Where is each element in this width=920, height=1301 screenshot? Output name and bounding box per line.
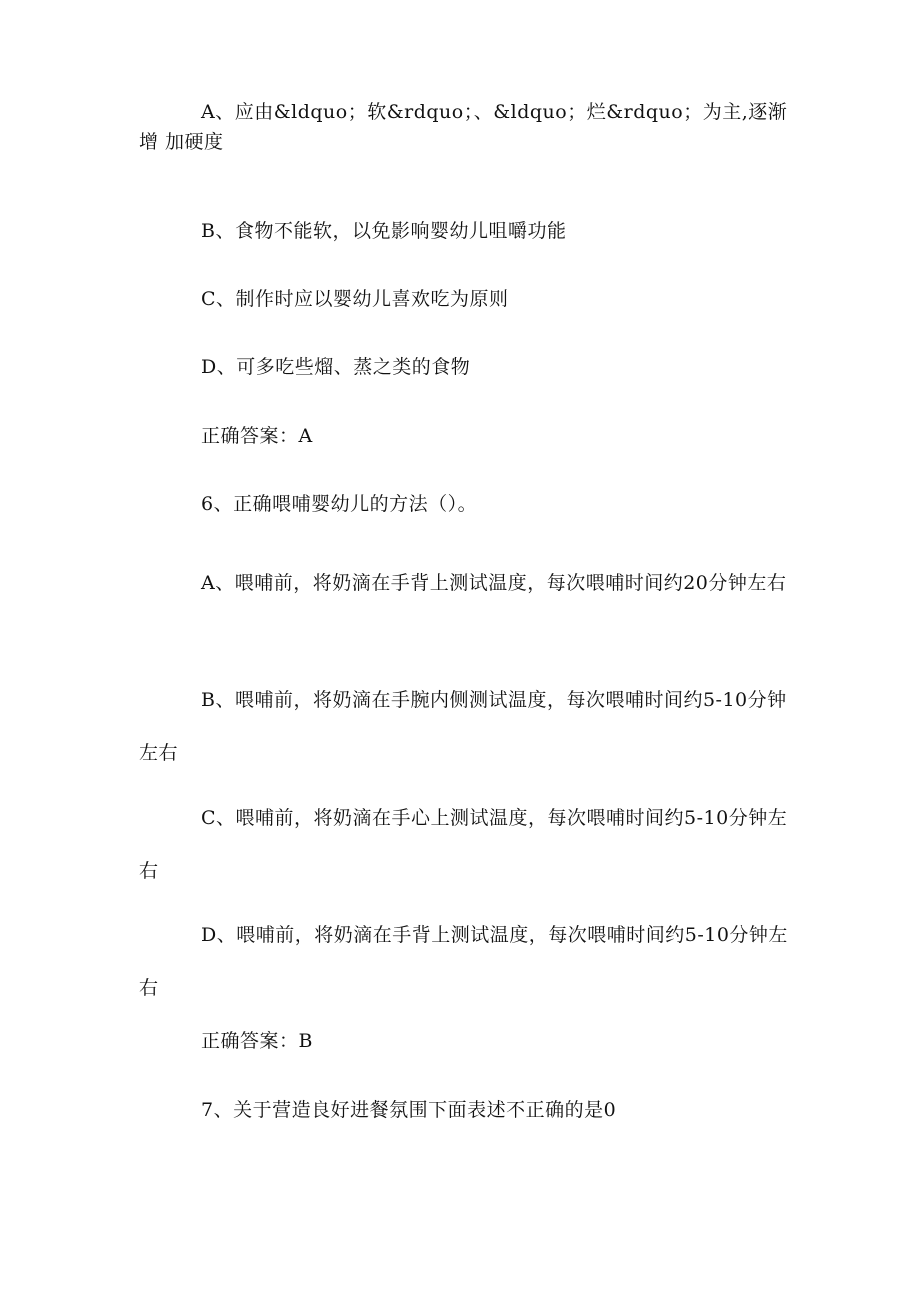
q5-option-d: D、可多吃些熘、蒸之类的食物 — [201, 356, 471, 378]
q7-stem: 7、关于营造良好进餐氛围下面表述不正确的是0 — [201, 1099, 617, 1121]
q6-option-c: C、喂哺前，将奶滴在手心上测试温度，每次喂哺时间约5-10分钟左右 — [139, 807, 788, 882]
q5-answer: 正确答案：A — [201, 425, 313, 447]
q6-answer: 正确答案：B — [201, 1030, 313, 1052]
q6-stem: 6、正确喂哺婴幼儿的方法（）。 — [201, 493, 478, 515]
q6-option-b: B、喂哺前，将奶滴在手腕内侧测试温度，每次喂哺时间约5-10分钟左右 — [139, 689, 787, 764]
q5-option-b: B、食物不能软，以免影响婴幼儿咀嚼功能 — [201, 220, 567, 242]
q5-option-c: C、制作时应以婴幼儿喜欢吃为原则 — [201, 288, 509, 310]
q6-option-d: D、喂哺前，将奶滴在手背上测试温度，每次喂哺时间约5-10分钟左右 — [139, 924, 788, 999]
q5-option-a: A、应由&ldquo；软&rdquo；、&ldquo；烂&rdquo；为主,逐渐增 加硬度 — [139, 101, 788, 153]
q6-option-a: A、喂哺前，将奶滴在手背上测试温度，每次喂哺时间约20分钟左右 — [201, 572, 787, 594]
